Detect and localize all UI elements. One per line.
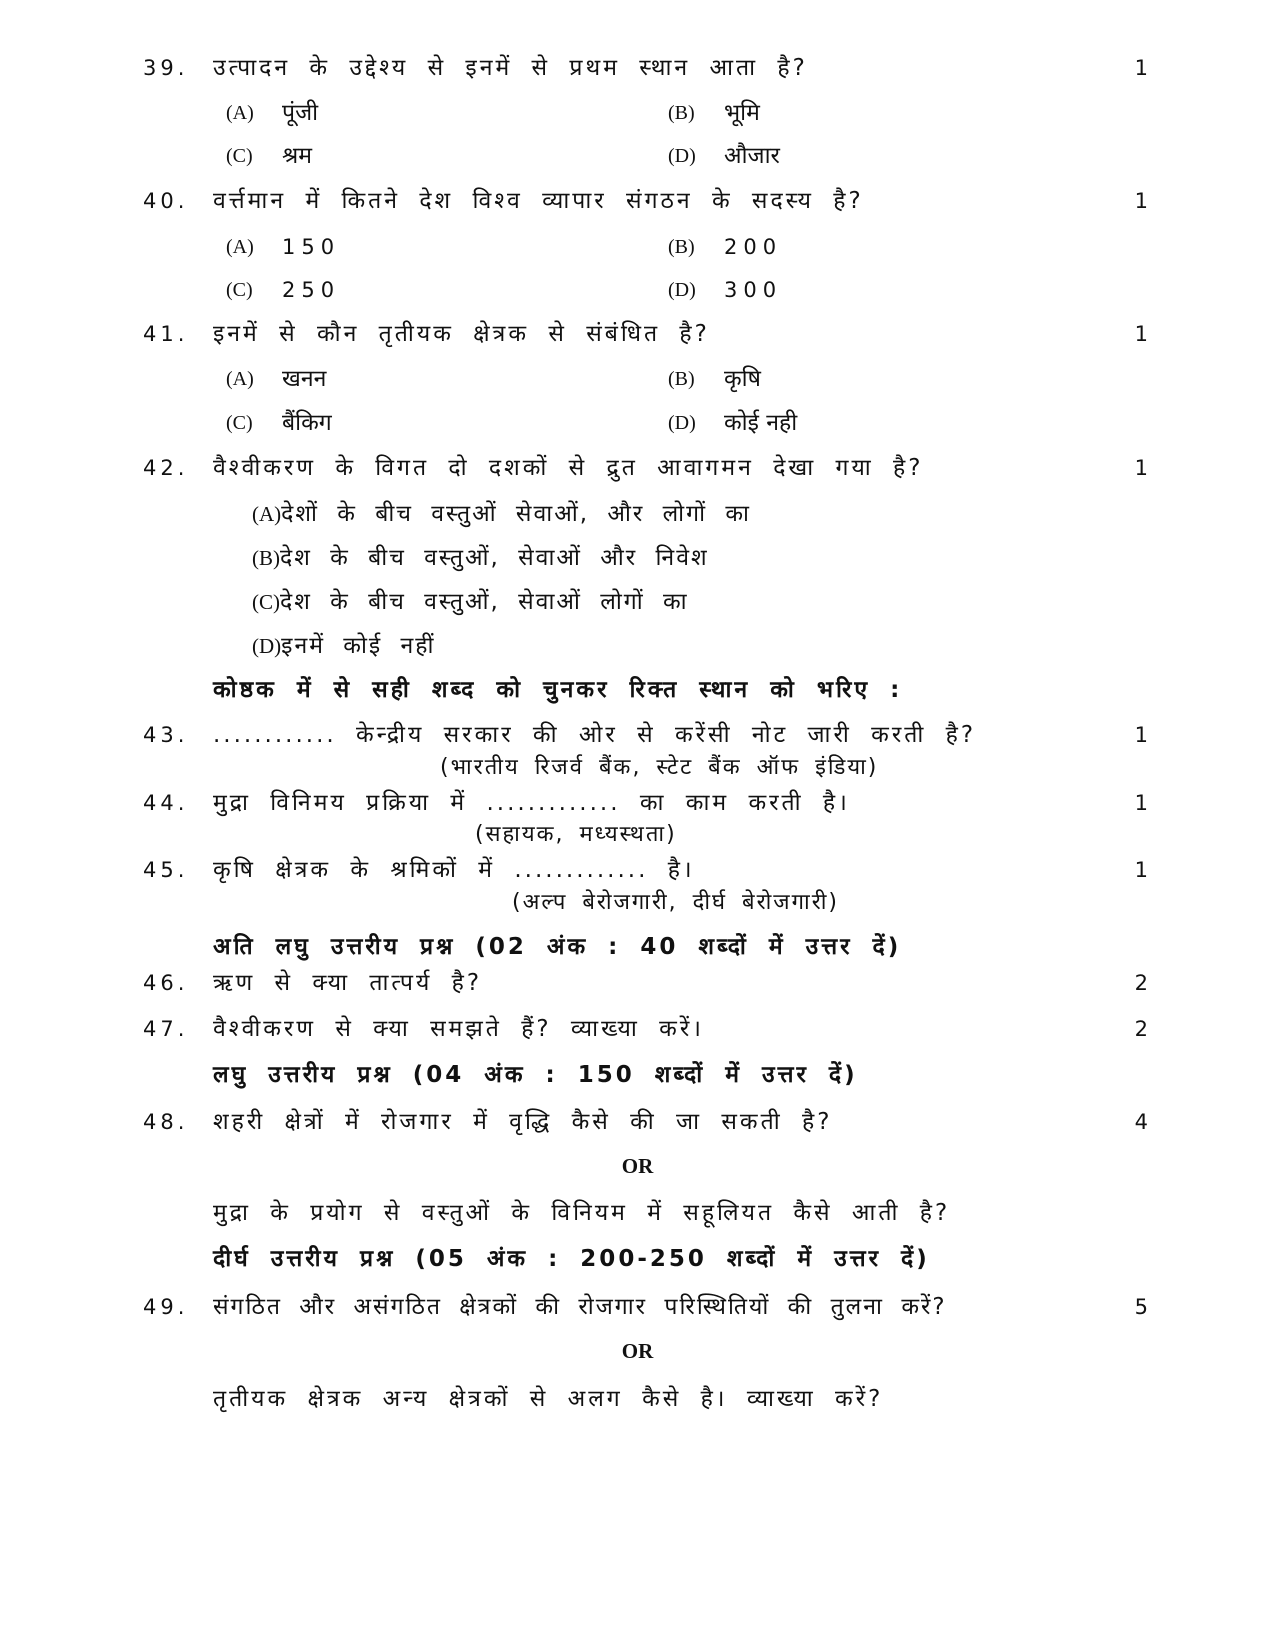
question-text: कृषि क्षेत्रक के श्रमिकों में ............. है।	[213, 857, 695, 883]
question-marks: 1	[1134, 56, 1148, 80]
options-row	[0, 361, 1275, 397]
answer-choices: (सहायक, मध्यस्थता)	[475, 822, 677, 847]
option-b: (B) भूमि	[668, 100, 760, 126]
or-separator: OR	[621, 1154, 654, 1178]
options-row	[0, 138, 1275, 174]
question-marks: 1	[1134, 322, 1148, 346]
question-text: वैश्वीकरण से क्या समझते हैं? व्याख्या करें।	[213, 1016, 704, 1042]
question-text: ऋण से क्या तात्पर्य है?	[213, 970, 483, 996]
option-label: (C)	[252, 590, 280, 614]
option-label: (D)	[252, 634, 282, 658]
question-number: 42.	[143, 456, 189, 480]
question-marks: 1	[1134, 189, 1148, 213]
options-row	[0, 95, 1275, 131]
section-header-very-short: अति लघु उत्तरीय प्रश्न (02 अंक : 40 शब्दों में उत्तर दें)	[213, 934, 902, 960]
option-d	[0, 628, 1275, 664]
question-number: 49.	[143, 1295, 189, 1319]
question-marks: 1	[1134, 456, 1148, 480]
question-number: 43.	[143, 723, 189, 747]
question-text: वैश्वीकरण के विगत दो दशकों से द्रुत आवागमन देखा गया है?	[213, 455, 924, 481]
question-marks: 4	[1134, 1110, 1148, 1134]
option-b	[0, 540, 1275, 576]
option-text: इनमें कोई नहीं	[281, 633, 436, 659]
question-49	[0, 1289, 1275, 1325]
option-text: देश के बीच वस्तुओं, सेवाओं और निवेश	[280, 545, 709, 571]
question-43	[0, 717, 1275, 753]
question-number: 41.	[143, 322, 189, 346]
question-42	[0, 450, 1275, 486]
section-header-fill-blanks: कोष्ठक में से सही शब्द को चुनकर रिक्त स्थान को भरिए :	[213, 677, 903, 703]
option-a: (A) 150	[226, 235, 341, 259]
question-number: 40.	[143, 189, 189, 213]
option-b: (B) कृषि	[668, 366, 761, 392]
question-number: 45.	[143, 858, 189, 882]
question-text: उत्पादन के उद्देश्य से इनमें से प्रथम स्थान आता है?	[213, 55, 808, 81]
question-text: ............ केन्द्रीय सरकार की ओर से करेंसी नोट जारी करती है?	[213, 722, 977, 748]
question-text: वर्त्तमान में कितने देश विश्व व्यापार संगठन के सदस्य है?	[213, 188, 864, 214]
options-row	[0, 229, 1275, 265]
option-text: देश के बीच वस्तुओं, सेवाओं लोगों का	[280, 589, 689, 615]
option-d: (D) औजार	[668, 143, 780, 169]
option-c: (C) 250	[226, 278, 341, 302]
option-b: (B) 200	[668, 235, 783, 259]
question-49-alternative: तृतीयक क्षेत्रक अन्य क्षेत्रकों से अलग कैसे है। व्याख्या करें?	[213, 1386, 884, 1412]
question-marks: 1	[1134, 858, 1148, 882]
option-a: (A) पूंजी	[226, 100, 319, 126]
question-marks: 2	[1134, 1017, 1148, 1041]
question-46	[0, 965, 1275, 1001]
option-label: (A)	[252, 502, 282, 526]
question-40	[0, 183, 1275, 219]
question-44	[0, 785, 1275, 821]
or-separator: OR	[621, 1339, 654, 1363]
question-marks: 5	[1134, 1295, 1148, 1319]
section-header-short: लघु उत्तरीय प्रश्न (04 अंक : 150 शब्दों में उत्तर दें)	[213, 1062, 858, 1088]
question-text: संगठित और असंगठित क्षेत्रकों की रोजगार परिस्थितियों की तुलना करें?	[213, 1294, 947, 1320]
question-48-alternative: मुद्रा के प्रयोग से वस्तुओं के विनियम में सहूलियत कैसे आती है?	[213, 1200, 951, 1226]
question-number: 46.	[143, 971, 189, 995]
question-41	[0, 316, 1275, 352]
question-marks: 1	[1134, 723, 1148, 747]
question-45	[0, 852, 1275, 888]
answer-choices: (भारतीय रिजर्व बैंक, स्टेट बैंक ऑफ इंडिया)	[440, 755, 879, 780]
option-c: (C) बैंकिग	[226, 410, 332, 436]
question-39	[0, 50, 1275, 86]
question-text: इनमें से कौन तृतीयक क्षेत्रक से संबंधित है?	[213, 321, 710, 347]
option-d: (D) 300	[668, 278, 783, 302]
question-marks: 2	[1134, 971, 1148, 995]
question-text: मुद्रा विनिमय प्रक्रिया में ............. का काम करती है।	[213, 790, 850, 816]
question-number: 48.	[143, 1110, 189, 1134]
option-text: देशों के बीच वस्तुओं सेवाओं, और लोगों का	[281, 501, 751, 527]
option-c	[0, 584, 1275, 620]
option-a	[0, 496, 1275, 532]
question-47	[0, 1011, 1275, 1047]
question-number: 47.	[143, 1017, 189, 1041]
option-d: (D) कोई नही	[668, 410, 798, 436]
options-row	[0, 405, 1275, 441]
section-header-long: दीर्घ उत्तरीय प्रश्न (05 अंक : 200-250 शब्दों में उत्तर दें)	[213, 1246, 930, 1272]
question-text: शहरी क्षेत्रों में रोजगार में वृद्धि कैसे की जा सकती है?	[213, 1109, 833, 1135]
question-number: 44.	[143, 791, 189, 815]
question-48	[0, 1104, 1275, 1140]
question-number: 39.	[143, 56, 189, 80]
options-row	[0, 272, 1275, 308]
question-marks: 1	[1134, 791, 1148, 815]
answer-choices: (अल्प बेरोजगारी, दीर्घ बेरोजगारी)	[512, 890, 839, 915]
option-label: (B)	[252, 546, 280, 570]
option-a: (A) खनन	[226, 366, 327, 392]
option-c: (C) श्रम	[226, 143, 313, 169]
